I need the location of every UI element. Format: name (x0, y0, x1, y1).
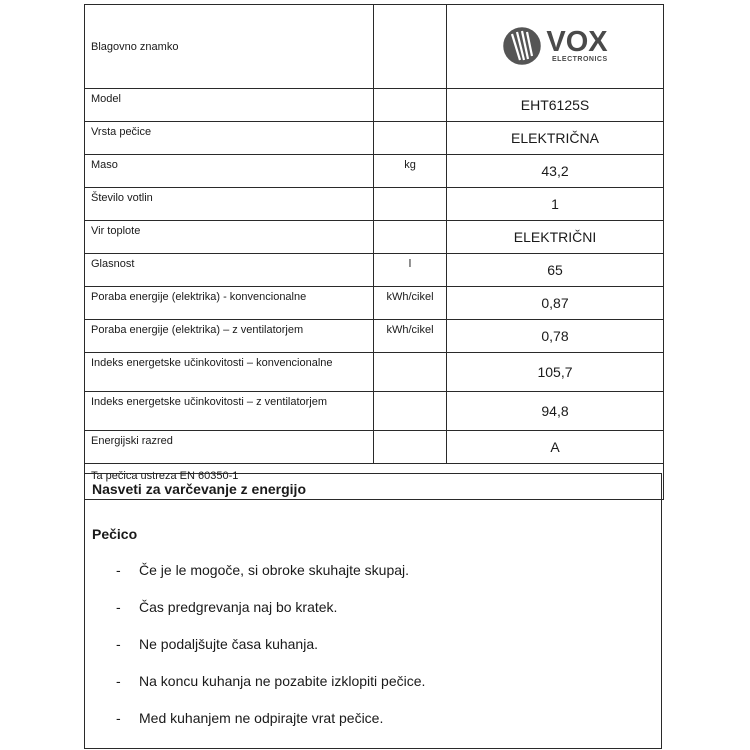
spec-label: Model (85, 89, 374, 122)
spec-unit: l (374, 254, 447, 287)
spec-label: Poraba energije (elektrika) – z ventilatorjem (85, 320, 374, 353)
spec-row (85, 155, 664, 188)
spec-row (85, 89, 664, 122)
spec-unit: kWh/cikel (374, 287, 447, 320)
spec-row (85, 431, 664, 464)
tips-title: Nasveti za varčevanje z energijo (92, 481, 306, 497)
brand-row (85, 5, 664, 89)
spec-unit (374, 89, 447, 122)
spec-row (85, 122, 664, 155)
brand-logo-cell (447, 5, 664, 89)
tip-bullet: - (116, 673, 121, 689)
tip-text: Če je le mogoče, si obroke skuhajte skupaj. (139, 562, 410, 578)
tip-item (85, 672, 661, 709)
spec-table (84, 4, 664, 500)
spec-row (85, 320, 664, 353)
spec-label: Število votlin (85, 188, 374, 221)
vox-logo (502, 26, 607, 66)
norm-note: Ta pečica ustreza EN 60350-1 (85, 464, 664, 500)
tip-item (85, 561, 661, 598)
tip-text: Na koncu kuhanja ne pozabite izklopiti pečice. (139, 673, 426, 689)
spec-value: 43,2 (447, 155, 664, 188)
spec-label: Poraba energije (elektrika) - konvencionalne (85, 287, 374, 320)
tip-item (85, 709, 661, 746)
spec-label: Maso (85, 155, 374, 188)
spec-row (85, 254, 664, 287)
spec-value: EHT6125S (447, 89, 664, 122)
spec-unit (374, 353, 447, 392)
vox-emblem-icon (502, 26, 542, 66)
spec-unit: kg (374, 155, 447, 188)
spec-value: ELEKTRIČNI (447, 221, 664, 254)
spec-row (85, 353, 664, 392)
spec-label: Glasnost (85, 254, 374, 287)
tips-subtitle: Pečico (92, 526, 138, 542)
tip-bullet: - (116, 636, 121, 652)
spec-label: Vir toplote (85, 221, 374, 254)
spec-unit (374, 122, 447, 155)
tip-bullet: - (116, 599, 121, 615)
spec-unit (374, 392, 447, 431)
spec-row (85, 188, 664, 221)
logo-sub: ELECTRONICS (551, 56, 608, 63)
tip-text: Ne podaljšujte časa kuhanja. (139, 636, 319, 652)
spec-value: 0,78 (447, 320, 664, 353)
spec-unit (374, 221, 447, 254)
tips-list (85, 561, 661, 746)
spec-row (85, 392, 664, 431)
tip-bullet: - (116, 562, 121, 578)
brand-label: Blagovno znamko (85, 5, 374, 89)
tip-text: Med kuhanjem ne odpirajte vrat pečice. (139, 710, 384, 726)
spec-value: A (447, 431, 664, 464)
tip-item (85, 598, 661, 635)
spec-row (85, 221, 664, 254)
spec-unit: kWh/cikel (374, 320, 447, 353)
spec-value: 94,8 (447, 392, 664, 431)
spec-value: 105,7 (447, 353, 664, 392)
spec-value: ELEKTRIČNA (447, 122, 664, 155)
spec-row (85, 287, 664, 320)
spec-value: 0,87 (447, 287, 664, 320)
tip-text: Čas predgrevanja naj bo kratek. (139, 599, 338, 615)
brand-unit-cell (374, 5, 447, 89)
spec-label: Vrsta pečice (85, 122, 374, 155)
tip-item (85, 635, 661, 672)
spec-unit (374, 188, 447, 221)
spec-value: 65 (447, 254, 664, 287)
spec-value: 1 (447, 188, 664, 221)
energy-tips-box (84, 473, 662, 749)
tip-bullet: - (116, 710, 121, 726)
spec-label: Energijski razred (85, 431, 374, 464)
spec-label: Indeks energetske učinkovitosti – z ventilatorjem (85, 392, 374, 431)
spec-unit (374, 431, 447, 464)
spec-label: Indeks energetske učinkovitosti – konvencionalne (85, 353, 374, 392)
logo-word: VOX (546, 26, 608, 58)
spec-rows (85, 89, 664, 464)
